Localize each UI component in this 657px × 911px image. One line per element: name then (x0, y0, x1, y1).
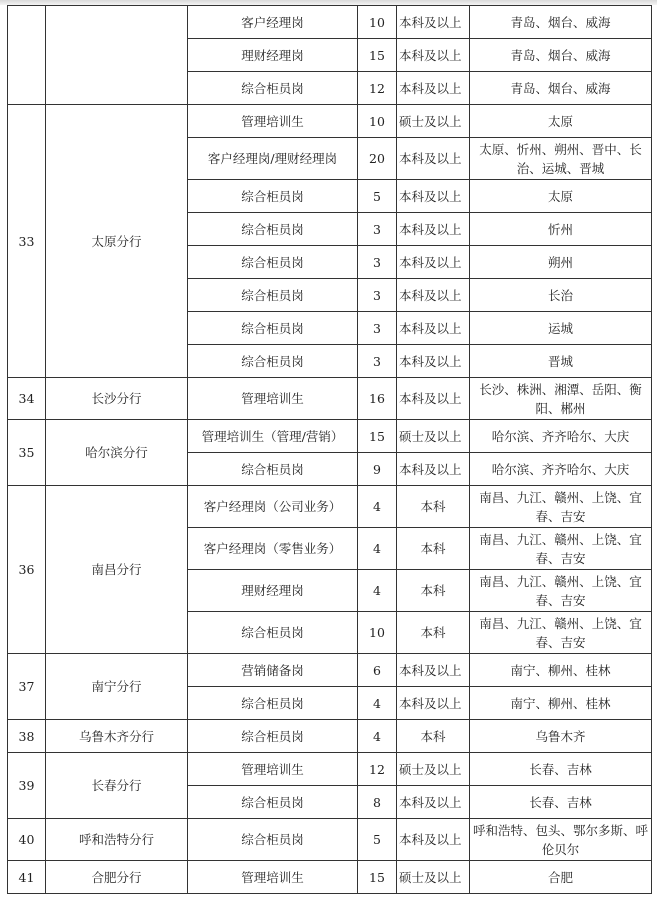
row-number: 33 (8, 105, 46, 378)
table-row (8, 720, 652, 753)
headcount: 4 (358, 720, 397, 753)
headcount: 12 (358, 72, 397, 105)
table-row (8, 486, 652, 528)
education: 本科及以上 (397, 39, 470, 72)
education: 本科及以上 (397, 6, 470, 39)
position: 管理培训生 (188, 105, 358, 138)
location: 太原 (470, 105, 652, 138)
headcount: 20 (358, 138, 397, 180)
location: 长春、吉林 (470, 753, 652, 786)
branch-name: 合肥分行 (46, 861, 188, 894)
education: 本科及以上 (397, 279, 470, 312)
education: 本科 (397, 528, 470, 570)
position: 客户经理岗（零售业务） (188, 528, 358, 570)
row-number: 40 (8, 819, 46, 861)
education: 本科 (397, 720, 470, 753)
education: 硕士及以上 (397, 420, 470, 453)
headcount: 4 (358, 486, 397, 528)
position: 综合柜员岗 (188, 819, 358, 861)
headcount: 10 (358, 105, 397, 138)
location: 长治 (470, 279, 652, 312)
position: 客户经理岗（公司业务） (188, 486, 358, 528)
education: 本科 (397, 570, 470, 612)
headcount: 5 (358, 180, 397, 213)
position: 综合柜员岗 (188, 213, 358, 246)
branch-name: 南宁分行 (46, 654, 188, 720)
headcount: 15 (358, 420, 397, 453)
position: 理财经理岗 (188, 570, 358, 612)
education: 硕士及以上 (397, 861, 470, 894)
location: 运城 (470, 312, 652, 345)
position: 综合柜员岗 (188, 345, 358, 378)
location: 太原 (470, 180, 652, 213)
row-number: 37 (8, 654, 46, 720)
position: 综合柜员岗 (188, 246, 358, 279)
education: 本科及以上 (397, 72, 470, 105)
row-number: 34 (8, 378, 46, 420)
headcount: 3 (358, 312, 397, 345)
position: 客户经理岗 (188, 6, 358, 39)
education: 本科及以上 (397, 345, 470, 378)
location: 合肥 (470, 861, 652, 894)
branch-name: 长春分行 (46, 753, 188, 819)
table-row (8, 378, 652, 420)
location: 南昌、九江、赣州、上饶、宜春、吉安 (470, 486, 652, 528)
location: 南昌、九江、赣州、上饶、宜春、吉安 (470, 612, 652, 654)
branch-name: 呼和浩特分行 (46, 819, 188, 861)
headcount: 4 (358, 570, 397, 612)
table-row (8, 105, 652, 138)
row-number: 35 (8, 420, 46, 486)
education: 本科及以上 (397, 453, 470, 486)
education: 本科 (397, 486, 470, 528)
headcount: 12 (358, 753, 397, 786)
position: 管理培训生 (188, 378, 358, 420)
table-row (8, 819, 652, 861)
position: 管理培训生 (188, 753, 358, 786)
location: 南宁、柳州、桂林 (470, 654, 652, 687)
table-row (8, 6, 652, 39)
recruitment-table (7, 5, 652, 894)
headcount: 5 (358, 819, 397, 861)
position: 理财经理岗 (188, 39, 358, 72)
headcount: 15 (358, 861, 397, 894)
row-number: 38 (8, 720, 46, 753)
education: 本科及以上 (397, 786, 470, 819)
branch-name: 太原分行 (46, 105, 188, 378)
branch-name: 哈尔滨分行 (46, 420, 188, 486)
education: 本科及以上 (397, 819, 470, 861)
table-row (8, 753, 652, 786)
location: 南昌、九江、赣州、上饶、宜春、吉安 (470, 570, 652, 612)
position: 客户经理岗/理财经理岗 (188, 138, 358, 180)
education: 本科及以上 (397, 246, 470, 279)
education: 本科及以上 (397, 138, 470, 180)
education: 硕士及以上 (397, 105, 470, 138)
headcount: 15 (358, 39, 397, 72)
branch-name: 长沙分行 (46, 378, 188, 420)
position: 综合柜员岗 (188, 180, 358, 213)
row-number: 39 (8, 753, 46, 819)
table-row (8, 861, 652, 894)
position: 管理培训生 (188, 861, 358, 894)
position: 管理培训生（管理/营销） (188, 420, 358, 453)
position: 综合柜员岗 (188, 279, 358, 312)
headcount: 10 (358, 612, 397, 654)
location: 乌鲁木齐 (470, 720, 652, 753)
headcount: 3 (358, 246, 397, 279)
location: 晋城 (470, 345, 652, 378)
headcount: 8 (358, 786, 397, 819)
position: 综合柜员岗 (188, 312, 358, 345)
education: 本科及以上 (397, 654, 470, 687)
branch-name: 南昌分行 (46, 486, 188, 654)
headcount: 3 (358, 213, 397, 246)
headcount: 6 (358, 654, 397, 687)
location: 青岛、烟台、威海 (470, 72, 652, 105)
table-row (8, 654, 652, 687)
row-number: 41 (8, 861, 46, 894)
location: 长春、吉林 (470, 786, 652, 819)
table-row (8, 420, 652, 453)
position: 综合柜员岗 (188, 687, 358, 720)
row-number (8, 6, 46, 105)
location: 太原、忻州、朔州、晋中、长治、运城、晋城 (470, 138, 652, 180)
education: 硕士及以上 (397, 753, 470, 786)
education: 本科及以上 (397, 312, 470, 345)
location: 南昌、九江、赣州、上饶、宜春、吉安 (470, 528, 652, 570)
location: 忻州 (470, 213, 652, 246)
headcount: 4 (358, 687, 397, 720)
education: 本科及以上 (397, 378, 470, 420)
location: 长沙、株洲、湘潭、岳阳、衡阳、郴州 (470, 378, 652, 420)
position: 综合柜员岗 (188, 453, 358, 486)
position: 综合柜员岗 (188, 786, 358, 819)
location: 呼和浩特、包头、鄂尔多斯、呼伦贝尔 (470, 819, 652, 861)
location: 哈尔滨、齐齐哈尔、大庆 (470, 420, 652, 453)
branch-name (46, 6, 188, 105)
headcount: 3 (358, 279, 397, 312)
education: 本科及以上 (397, 213, 470, 246)
row-number: 36 (8, 486, 46, 654)
position: 综合柜员岗 (188, 72, 358, 105)
headcount: 16 (358, 378, 397, 420)
position: 营销储备岗 (188, 654, 358, 687)
location: 南宁、柳州、桂林 (470, 687, 652, 720)
headcount: 4 (358, 528, 397, 570)
headcount: 9 (358, 453, 397, 486)
education: 本科及以上 (397, 687, 470, 720)
position: 综合柜员岗 (188, 720, 358, 753)
education: 本科 (397, 612, 470, 654)
location: 哈尔滨、齐齐哈尔、大庆 (470, 453, 652, 486)
education: 本科及以上 (397, 180, 470, 213)
location: 青岛、烟台、威海 (470, 39, 652, 72)
location: 朔州 (470, 246, 652, 279)
location: 青岛、烟台、威海 (470, 6, 652, 39)
headcount: 10 (358, 6, 397, 39)
headcount: 3 (358, 345, 397, 378)
position: 综合柜员岗 (188, 612, 358, 654)
branch-name: 乌鲁木齐分行 (46, 720, 188, 753)
